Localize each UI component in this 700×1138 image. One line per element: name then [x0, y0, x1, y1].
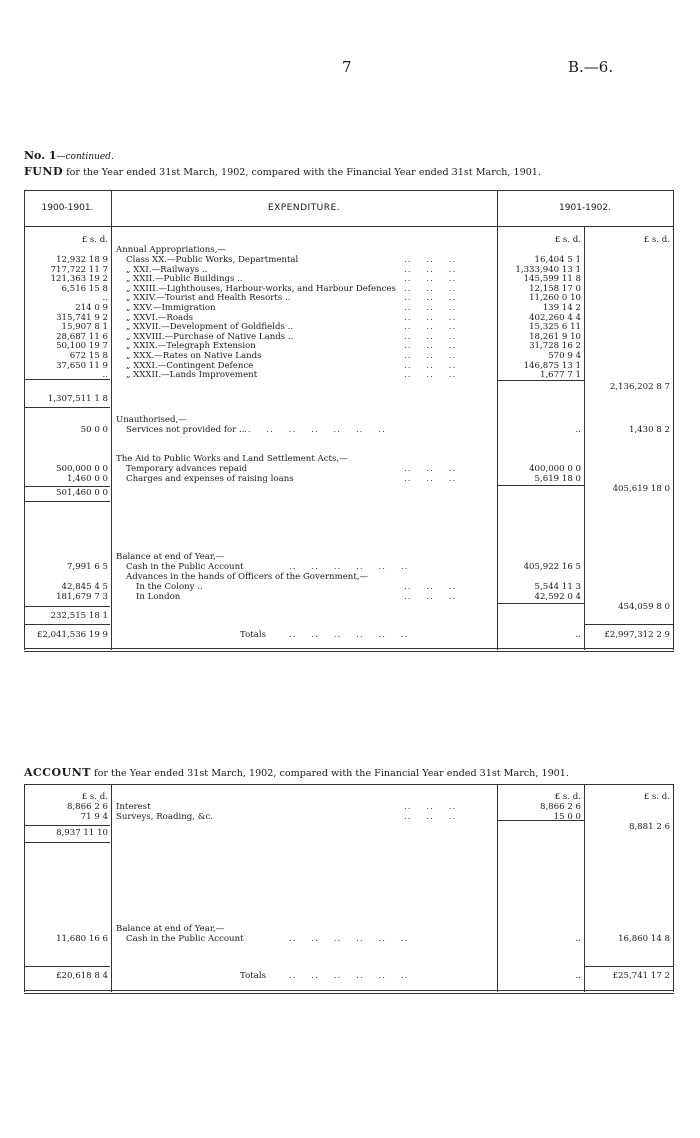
account-text: for the Year ended 31st March, 1902, compared with the Financial Year ended 31st March, 1901. [94, 768, 569, 779]
appropriation-row-label: „ XXV.—Immigration [126, 303, 216, 313]
account-subtotal-right: 8,881 2 6 [628, 822, 670, 832]
column-header-1900-1901: 1900-1901. [41, 203, 94, 213]
appropriation-row-right-amount: 11,260 0 10 [529, 293, 581, 304]
account-balance-row [24, 935, 670, 945]
appropriation-row-right-amount: 1,333,940 13 1 [515, 264, 581, 275]
appropriation-row-label: „ XXX.—Rates on Native Lands [126, 351, 262, 361]
aid-row-label: Temporary advances repaid [126, 464, 248, 474]
account-balance-heading: Balance at end of Year,— [116, 924, 225, 934]
account-subtotal-left: 8,937 11 10 [56, 828, 108, 838]
appropriation-row-label: „ XXVII.—Development of Goldfields .. [126, 322, 294, 333]
leader-dots: .. .. .. [404, 370, 457, 381]
leader-dots: .. .. .. [404, 322, 457, 333]
balance-total-left: 232,515 18 1 [50, 611, 108, 621]
unauthorised-left: 50 0 0 [80, 425, 108, 435]
appropriation-row-label: „ XXI.—Railways .. [126, 264, 208, 275]
leader-dots: .. .. .. [404, 293, 457, 304]
advance-row-label: In the Colony .. [136, 582, 203, 592]
leader-dots: .. .. .. [404, 351, 457, 361]
aid-heading: The Aid to Public Works and Land Settlement Acts,— [116, 454, 348, 464]
account-totals-left: £20,618 8 4 [56, 971, 108, 981]
unauthorised-row [24, 426, 670, 436]
balance-cash-label: Cash in the Public Account [126, 562, 244, 572]
appropriation-row-right-amount: 12,158 17 0 [529, 283, 581, 294]
balance-total-right: 454,059 8 0 [618, 602, 670, 612]
account-row-right-amount: 8,866 2 6 [539, 802, 581, 812]
leader-dots: .. .. .. [404, 582, 457, 592]
appropriation-row-label: „ XXIX.—Telegraph Extension [126, 341, 256, 352]
appropriation-row-label: „ XXVI.—Roads [126, 312, 194, 323]
appropriation-row-label: „ XXIII.—Lighthouses, Harbour-works, and Harbour Defences [126, 283, 396, 294]
account-unit-left: £ s. d. [81, 792, 108, 802]
unit-header-right-2: £ s. d. [643, 235, 670, 245]
totals-label: Totals [240, 630, 266, 640]
advance-row-label: In London [136, 592, 181, 602]
appropriation-row-label: Class XX.—Public Works, Departmental [126, 255, 299, 265]
annual-appropriations-heading: Annual Appropriations,— [116, 245, 227, 255]
appropriation-row-right-amount: 31,728 16 2 [529, 341, 581, 352]
leader-dots: .. .. .. [404, 592, 457, 602]
advance-row-left-amount: 42,845 4 5 [61, 582, 108, 592]
column-header-1901-1902: 1901-1902. [559, 203, 611, 213]
appropriation-row-left-amount: 15,907 8 1 [61, 322, 108, 333]
fund-title [24, 165, 541, 178]
appropriation-row-right-amount: 139 14 2 [542, 303, 581, 313]
aid-row-label: Charges and expenses of raising loans [126, 473, 294, 484]
account-row-label: Interest [116, 802, 151, 812]
leader-dots: .. .. .. [404, 811, 457, 822]
appropriation-row-label: „ XXVIII.—Purchase of Native Lands .. [126, 331, 294, 342]
appropriation-row-left-amount: 717,722 11 7 [50, 264, 108, 275]
advance-row-right-amount: 42,592 0 4 [534, 592, 581, 602]
balance-heading: Balance at end of Year,— [116, 552, 225, 562]
account-row-label: Surveys, Roading, &c. [116, 811, 213, 822]
advance-row-left-amount: 181,679 7 3 [56, 592, 108, 602]
aid-row-left-amount: 500,000 0 0 [56, 464, 108, 474]
appropriation-row-left-amount: 121,363 19 2 [50, 274, 108, 285]
appropriation-row-right-amount: 1,677 7 1 [539, 370, 581, 381]
document-reference: B.—6. [568, 58, 614, 76]
appropriation-row-left-amount: 672 15 8 [69, 351, 108, 361]
no-suffix: —continued. [56, 152, 114, 162]
leader-dots: .. .. .. [404, 341, 457, 352]
appropriation-row-label: „ XXXII.—Lands Improvement [126, 370, 258, 381]
aid-row-right-amount: 400,000 0 0 [529, 464, 581, 474]
advance-row-right-amount: 5,544 11 3 [534, 582, 581, 592]
leader-dots: .. .. .. [404, 802, 457, 812]
advance-row [24, 593, 670, 603]
leader-dots: .. .. .. [404, 331, 457, 342]
aid-row [24, 475, 670, 485]
section-number-label [24, 149, 114, 162]
account-balance-label: Cash in the Public Account [126, 934, 244, 944]
advances-heading: Advances in the hands of Officers of the Government,— [126, 572, 369, 582]
leader-dots: .. .. .. [404, 303, 457, 313]
leader-dots: .. .. .. [404, 255, 457, 265]
appropriation-row-right-amount: 15,325 6 11 [529, 322, 581, 333]
account-totals-right: £25,741 17 2 [612, 971, 670, 981]
appropriation-row-right-amount: 145,599 11 8 [523, 274, 581, 285]
account-row-left-amount: 71 9 4 [80, 811, 108, 822]
unit-header-left: £ s. d. [81, 235, 108, 245]
appropriation-row-label: „ XXIV.—Tourist and Health Resorts .. [126, 293, 291, 304]
leader-dots: .. .. .. [404, 360, 457, 371]
annual-total-left: 1,307,511 1 8 [47, 394, 108, 404]
aid-row-left-amount: 1,460 0 0 [66, 473, 108, 484]
appropriation-row-left-amount: 12,932 18 9 [56, 255, 108, 265]
appropriation-row-left-amount: 37,650 11 9 [56, 360, 108, 371]
totals-mid: .. [575, 630, 581, 640]
account-row-left-amount: 8,866 2 6 [66, 802, 108, 812]
account-title [24, 766, 569, 779]
leader-dots: .. .. .. .. .. .. [289, 562, 409, 572]
account-word: ACCOUNT [24, 766, 91, 779]
appropriation-row-right-amount: 16,404 5 1 [534, 255, 581, 265]
leader-dots: .. .. .. .. .. .. [289, 934, 409, 944]
leader-dots: .. .. .. [404, 264, 457, 275]
appropriation-row-right-amount: 570 9 4 [548, 351, 581, 361]
appropriation-row-left-amount: .. [102, 293, 108, 304]
appropriation-row-left-amount: 50,100 19 7 [56, 341, 108, 352]
aid-total-right: 405,619 18 0 [612, 484, 670, 494]
leader-dots: .. .. .. .. .. .. [289, 971, 409, 981]
appropriation-row-right-amount: 402,260 4 4 [529, 312, 581, 323]
balance-cash-left: 7,991 6 5 [66, 562, 108, 572]
no-label: No. 1 [24, 149, 57, 162]
balance-cash-right: 405,922 16 5 [523, 562, 581, 572]
fund-word: FUND [24, 165, 63, 178]
leader-dots: .. .. .. [404, 473, 457, 484]
appropriation-row-left-amount: 315,741 9 2 [56, 312, 108, 323]
leader-dots: .. .. .. [404, 312, 457, 323]
account-row-right-amount: 15 0 0 [553, 811, 581, 822]
appropriation-row-right-amount: 146,875 13 1 [523, 360, 581, 371]
account-balance-mid: .. [575, 934, 581, 944]
leader-dots: .. .. .. [404, 283, 457, 294]
appropriation-row-left-amount: 6,516 15 8 [61, 283, 108, 294]
appropriation-row-right-amount: 18,261 9 10 [529, 331, 581, 342]
annual-total-right: 2,136,202 8 7 [609, 382, 670, 392]
leader-dots: .. .. .. .. .. .. [289, 630, 409, 640]
aid-total-left: 501,460 0 0 [56, 488, 108, 498]
account-unit-right-2: £ s. d. [643, 792, 670, 802]
appropriation-row-label: „ XXXI.—Contingent Defence [126, 360, 254, 371]
appropriation-row-left-amount: 214 0 9 [75, 303, 108, 313]
appropriation-row-left-amount: .. [102, 370, 108, 381]
fund-text: for the Year ended 31st March, 1902, compared with the Financial Year ended 31st March, 1901. [66, 167, 541, 178]
account-balance-right: 16,860 14 8 [618, 934, 670, 944]
leader-dots: .. .. .. [404, 464, 457, 474]
unauthorised-right: 1,430 8 2 [628, 425, 670, 435]
unauthorised-label: Services not provided for .. [126, 425, 245, 435]
account-totals-row [24, 972, 670, 982]
leader-dots: .. .. .. [404, 274, 457, 285]
totals-left: £2,041,536 19 9 [36, 630, 108, 640]
appropriation-row-label: „ XXII.—Public Buildings .. [126, 274, 243, 285]
account-balance-left: 11,680 16 6 [56, 934, 108, 944]
page-number: 7 [342, 58, 352, 76]
unauthorised-heading: Unauthorised,— [116, 415, 187, 425]
leader-dots: .. .. .. .. .. .. .. [244, 425, 386, 435]
aid-row-right-amount: 5,619 18 0 [534, 473, 581, 484]
totals-row [24, 631, 670, 641]
account-totals-mid: .. [575, 971, 581, 981]
totals-right: £2,997,312 2 9 [604, 630, 670, 640]
column-header-expenditure: EXPENDITURE. [267, 203, 341, 213]
account-totals-label: Totals [240, 971, 266, 981]
appropriation-row-left-amount: 28,687 11 6 [56, 331, 108, 342]
unit-header-right-1: £ s. d. [554, 235, 581, 245]
account-unit-right-1: £ s. d. [554, 792, 581, 802]
unauthorised-mid: .. [575, 425, 581, 435]
